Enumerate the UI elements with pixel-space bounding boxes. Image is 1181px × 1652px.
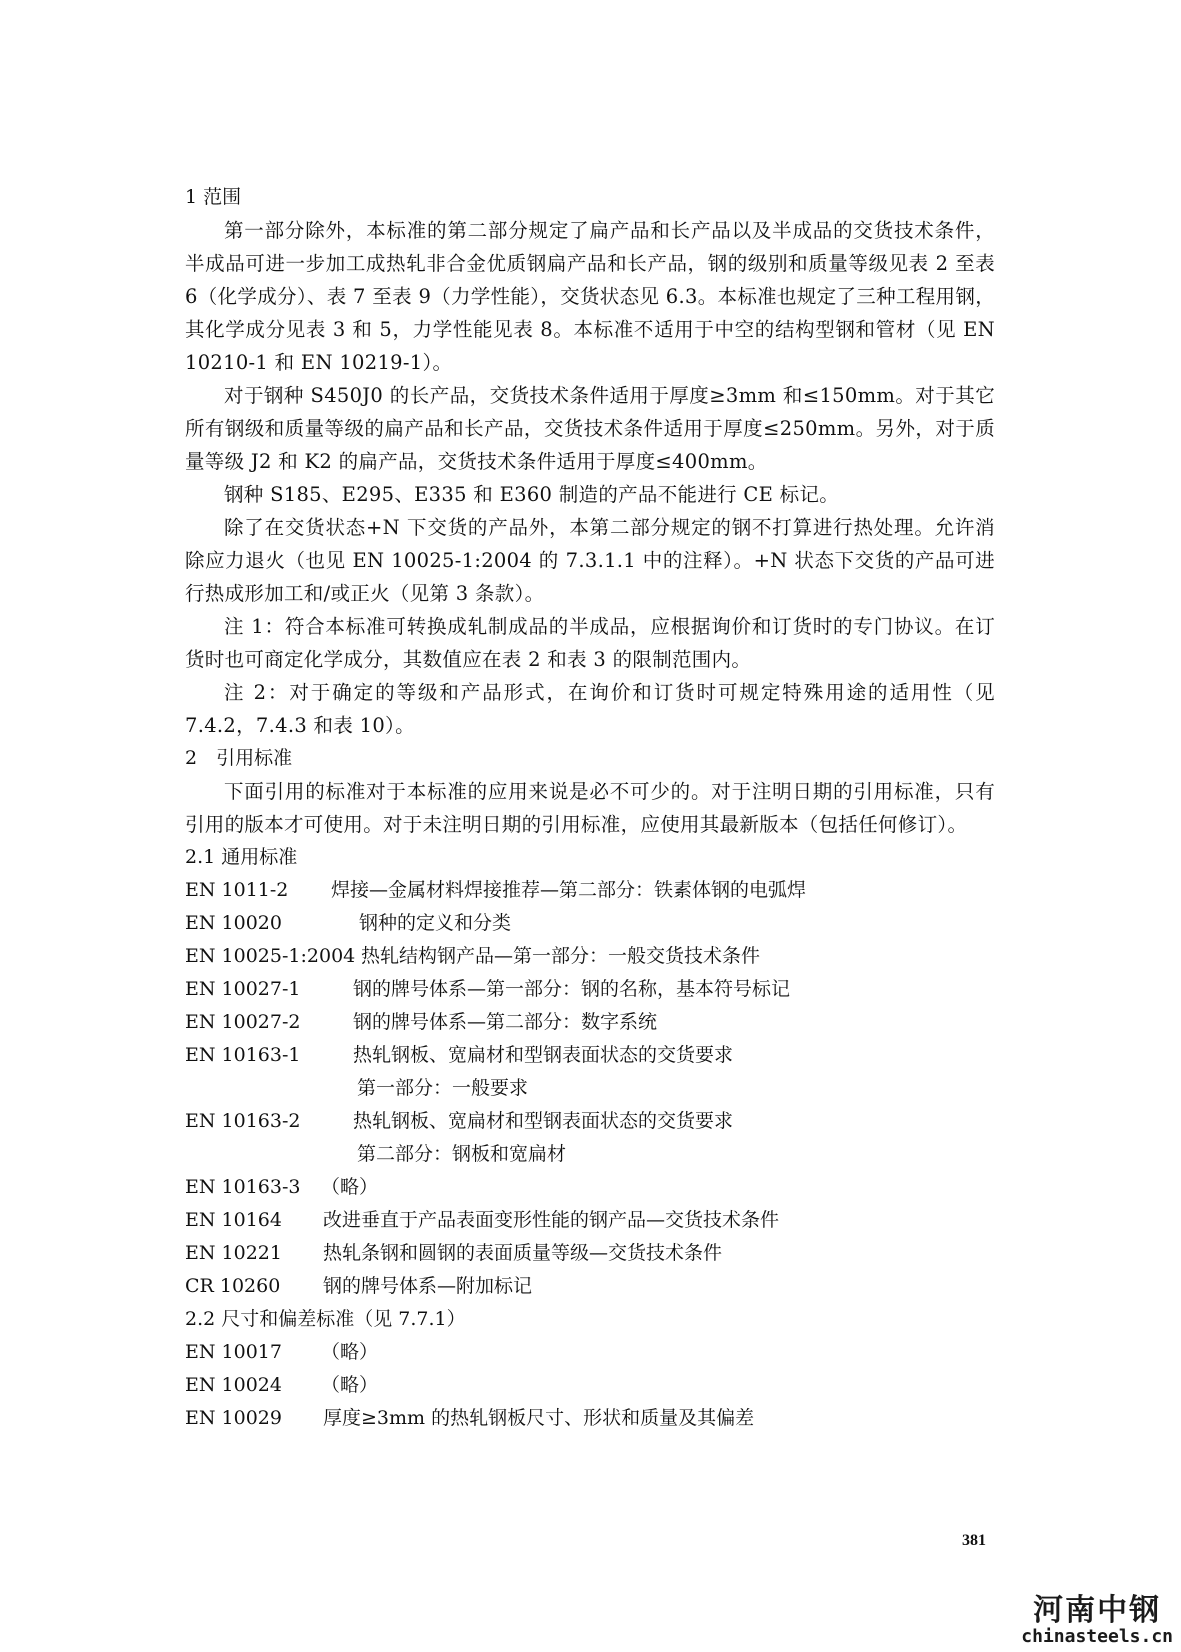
watermark-logo (1021, 1595, 1173, 1647)
reference-title: （略） (321, 1374, 379, 1396)
reference-row (185, 1237, 995, 1270)
reference-code: EN 10017 (185, 1341, 282, 1363)
reference-row (185, 1204, 995, 1237)
reference-code: EN 10164 (185, 1209, 282, 1231)
reference-title: 热轧钢板、宽扁材和型钢表面状态的交货要求 (353, 1044, 734, 1066)
reference-code: EN 10221 (185, 1242, 282, 1264)
reference-code: EN 10163-3 (185, 1176, 301, 1198)
reference-code: EN 10027-1 (185, 978, 301, 1000)
reference-code: EN 10163-1 (185, 1044, 301, 1066)
reference-code: EN 10027-2 (185, 1011, 301, 1033)
reference-title: 钢的牌号体系—第二部分：数字系统 (353, 1011, 658, 1033)
reference-code: EN 10163-2 (185, 1110, 301, 1132)
reference-title: （略） (321, 1176, 379, 1198)
section-1-paragraph-2: 对于钢种 S450J0 的长产品，交货技术条件适用于厚度≥3mm 和≤150mm。对于其它所有钢级和质量等级的扁产品和长产品，交货技术条件适用于厚度≤250mm。另外，对于质量等级 J2 和 K2 的扁产品，交货技术条件适用于厚度≤400mm。 (185, 384, 995, 473)
section-1-heading: 1 范围 (185, 186, 242, 208)
reference-row (185, 973, 995, 1006)
reference-title: 钢的牌号体系—附加标记 (323, 1275, 533, 1297)
reference-title: 钢的牌号体系—第一部分：钢的名称，基本符号标记 (353, 978, 791, 1000)
section-2-heading: 2 引用标准 (185, 747, 293, 769)
reference-row (185, 1336, 995, 1369)
section-1-note-2: 注 2：对于确定的等级和产品形式，在询价和订货时可规定特殊用途的适用性（见 7.4.2，7.4.3 和表 10）。 (185, 681, 995, 737)
section-2-2-heading: 2.2 尺寸和偏差标准（见 7.7.1） (185, 1308, 466, 1330)
reference-title: 热轧结构钢产品—第一部分：一般交货技术条件 (361, 945, 761, 967)
reference-row (185, 1270, 995, 1303)
reference-title: 热轧钢板、宽扁材和型钢表面状态的交货要求 (353, 1110, 734, 1132)
reference-row (185, 874, 995, 907)
section-2-paragraph: 下面引用的标准对于本标准的应用来说是必不可少的。对于注明日期的引用标准，只有引用的版本才可使用。对于未注明日期的引用标准，应使用其最新版本（包括任何修订）。 (185, 780, 995, 836)
reference-code: EN 10029 (185, 1407, 282, 1429)
reference-title: 焊接—金属材料焊接推荐—第二部分：铁素体钢的电弧焊 (331, 879, 807, 901)
reference-row (185, 1006, 995, 1039)
reference-row (185, 940, 995, 973)
reference-subtitle: 第一部分：一般要求 (357, 1077, 529, 1099)
reference-row (185, 907, 995, 940)
document-page (185, 181, 995, 1435)
reference-row (185, 1171, 995, 1204)
section-1-paragraph-1: 第一部分除外，本标准的第二部分规定了扁产品和长产品以及半成品的交货技术条件，半成品可进一步加工成热轧非合金优质钢扁产品和长产品，钢的级别和质量等级见表 2 至表 6（化学成分）、表 7 至表 9（力学性能），交货状态见 6.3。本标准也规定了三种工程用钢，其化学成分见表 3 和 5，力学性能见表 8。本标准不适用于中空的结构型钢和管材（见 EN 10210-1 和 EN 10219-1）。 (185, 219, 995, 374)
reference-title: 改进垂直于产品表面变形性能的钢产品—交货技术条件 (323, 1209, 780, 1231)
watermark-chinese: 河南中钢 (1033, 1593, 1162, 1628)
reference-row (185, 1105, 995, 1171)
reference-row (185, 1039, 995, 1105)
section-1-paragraph-4: 除了在交货状态+N 下交货的产品外，本第二部分规定的钢不打算进行热处理。允许消除应力退火（也见 EN 10025-1:2004 的 7.3.1.1 中的注释）。+N 状态下交货的产品可进行热成形加工和/或正火（见第 3 条款）。 (185, 516, 995, 605)
reference-title: 厚度≥3mm 的热轧钢板尺寸、形状和质量及其偏差 (323, 1407, 755, 1429)
reference-subtitle: 第二部分：钢板和宽扁材 (357, 1143, 567, 1165)
watermark-domain: chinasteels.cn (1021, 1626, 1173, 1647)
reference-title: 钢种的定义和分类 (359, 912, 512, 934)
reference-code: EN 10025-1:2004 (185, 945, 356, 967)
section-2-1-heading: 2.1 通用标准 (185, 846, 298, 868)
reference-title: （略） (321, 1341, 379, 1363)
section-1-paragraph-3: 钢种 S185、E295、E335 和 E360 制造的产品不能进行 CE 标记。 (224, 483, 840, 506)
reference-code: EN 1011-2 (185, 879, 289, 901)
reference-code: EN 10020 (185, 912, 282, 934)
page-number: 381 (962, 1532, 986, 1549)
reference-row (185, 1402, 995, 1435)
reference-row (185, 1369, 995, 1402)
reference-code: CR 10260 (185, 1275, 281, 1297)
reference-title: 热轧条钢和圆钢的表面质量等级—交货技术条件 (323, 1242, 723, 1264)
section-1-note-1: 注 1：符合本标准可转换成轧制成品的半成品，应根据询价和订货时的专门协议。在订货时也可商定化学成分，其数值应在表 2 和表 3 的限制范围内。 (185, 615, 995, 671)
reference-code: EN 10024 (185, 1374, 282, 1396)
